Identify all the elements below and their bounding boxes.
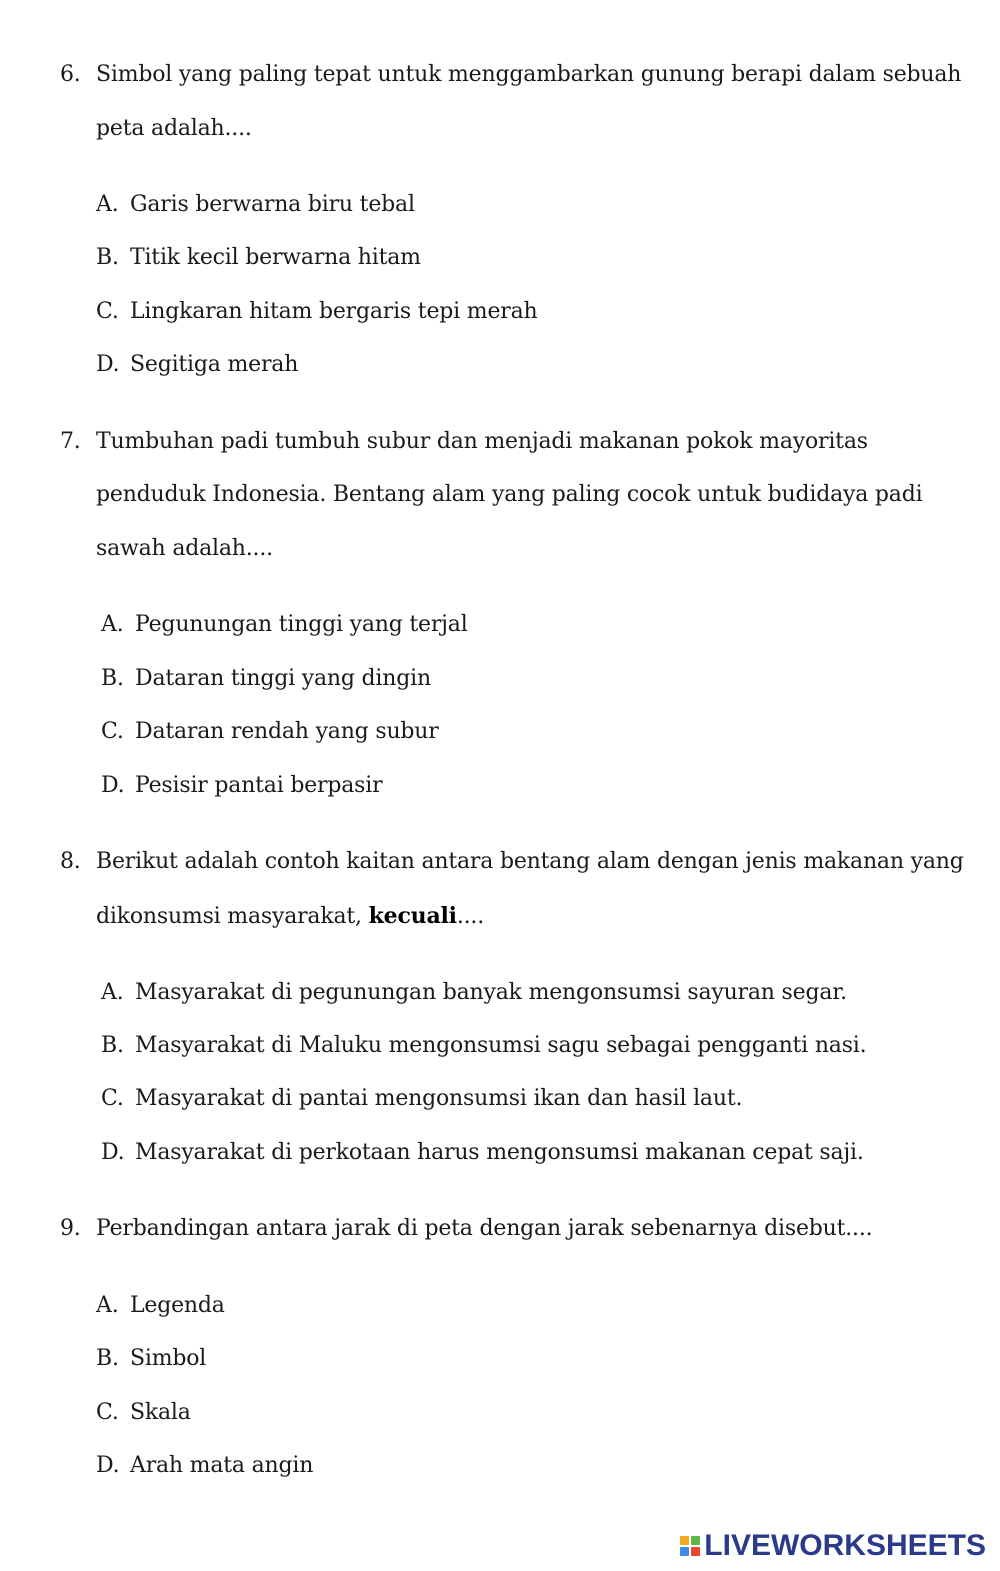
option-letter: C. <box>96 299 119 324</box>
option-letter: C. <box>101 719 124 744</box>
option-letter: D. <box>96 1453 120 1478</box>
option-text: Masyarakat di pegunungan banyak mengonsumsi sayuran segar. <box>135 980 847 1005</box>
question-9-option-a[interactable] <box>96 1292 225 1320</box>
question-8-option-d[interactable] <box>101 1139 864 1167</box>
option-text: Pegunungan tinggi yang terjal <box>135 612 468 637</box>
question-9-option-b[interactable] <box>96 1345 206 1373</box>
option-text: Segitiga merah <box>130 352 299 377</box>
question-8-number: 8. <box>60 849 81 874</box>
liveworksheets-brand <box>680 1529 986 1563</box>
option-text: Masyarakat di Maluku mengonsumsi sagu sebagai pengganti nasi. <box>135 1033 867 1058</box>
brand-name: LIVEWORKSHEETS <box>704 1529 986 1562</box>
logo-square-4 <box>691 1547 700 1556</box>
option-letter: D. <box>96 352 120 377</box>
option-text: Skala <box>130 1400 191 1425</box>
option-letter: A. <box>96 1293 119 1318</box>
option-text: Masyarakat di pantai mengonsumsi ikan dan hasil laut. <box>135 1086 743 1111</box>
option-letter: B. <box>101 1033 124 1058</box>
option-letter: C. <box>96 1400 119 1425</box>
question-7-stem-line-3: sawah adalah.... <box>96 536 273 561</box>
logo-square-1 <box>680 1536 689 1545</box>
option-letter: A. <box>96 192 119 217</box>
option-text: Garis berwarna biru tebal <box>130 192 415 217</box>
option-text: Dataran rendah yang subur <box>135 719 439 744</box>
option-letter: D. <box>101 773 125 798</box>
option-text: Arah mata angin <box>130 1453 314 1478</box>
option-letter: B. <box>96 245 119 270</box>
question-9-number: 9. <box>60 1216 81 1241</box>
question-9-option-d[interactable] <box>96 1452 313 1480</box>
option-letter: B. <box>96 1346 119 1371</box>
stem-text: dikonsumsi masyarakat, <box>96 904 369 929</box>
option-letter: C. <box>101 1086 124 1111</box>
question-6-option-a[interactable] <box>96 191 415 219</box>
stem-ellipsis: .... <box>456 904 485 929</box>
option-letter: D. <box>101 1140 125 1165</box>
option-text: Pesisir pantai berpasir <box>135 773 383 798</box>
option-text: Masyarakat di perkotaan harus mengonsumsi makanan cepat saji. <box>135 1140 864 1165</box>
logo-square-3 <box>680 1547 689 1556</box>
option-text: Simbol <box>130 1346 207 1371</box>
question-6-number: 6. <box>60 62 81 87</box>
option-text: Legenda <box>130 1293 225 1318</box>
question-8-stem-line-2 <box>96 902 484 931</box>
option-letter: A. <box>101 980 124 1005</box>
question-7-stem-line-2: penduduk Indonesia. Bentang alam yang paling cocok untuk budidaya padi <box>96 482 923 507</box>
question-7-option-a[interactable] <box>101 611 468 639</box>
option-letter: B. <box>101 666 124 691</box>
question-8-option-a[interactable] <box>101 979 847 1007</box>
question-7-option-c[interactable] <box>101 718 439 746</box>
option-text: Lingkaran hitam bergaris tepi merah <box>130 299 538 324</box>
question-7-option-d[interactable] <box>101 772 382 800</box>
question-6-option-b[interactable] <box>96 244 421 272</box>
question-6-stem-line-2: peta adalah.... <box>96 116 252 141</box>
question-8-option-b[interactable] <box>101 1032 866 1060</box>
logo-square-2 <box>691 1536 700 1545</box>
question-8-option-c[interactable] <box>101 1085 742 1113</box>
question-8-stem-line-1: Berikut adalah contoh kaitan antara bentang alam dengan jenis makanan yang <box>96 849 964 874</box>
question-6-option-c[interactable] <box>96 298 537 326</box>
question-6-option-d[interactable] <box>96 351 298 379</box>
option-text: Titik kecil berwarna hitam <box>130 245 421 270</box>
question-9-stem-line-1: Perbandingan antara jarak di peta dengan jarak sebenarnya disebut.... <box>96 1216 873 1241</box>
question-6-stem-line-1: Simbol yang paling tepat untuk menggambarkan gunung berapi dalam sebuah <box>96 62 962 87</box>
question-7-option-b[interactable] <box>101 665 431 693</box>
emphasis-word: kecuali <box>368 903 457 929</box>
option-letter: A. <box>101 612 124 637</box>
question-9-option-c[interactable] <box>96 1399 191 1427</box>
option-text: Dataran tinggi yang dingin <box>135 666 431 691</box>
liveworksheets-logo-icon <box>680 1536 700 1556</box>
question-7-number: 7. <box>60 429 81 454</box>
question-7-stem-line-1: Tumbuhan padi tumbuh subur dan menjadi makanan pokok mayoritas <box>96 429 868 454</box>
